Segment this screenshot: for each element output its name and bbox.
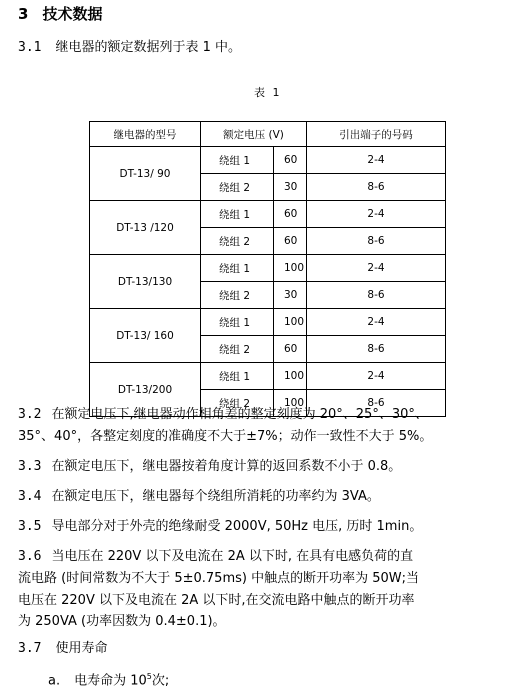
- section-title: 技术数据: [42, 5, 103, 23]
- para-number: 3.5: [18, 519, 42, 534]
- coil-cell: 绕组 1: [201, 147, 274, 174]
- para-3-4: [18, 485, 380, 509]
- voltage-cell: 30: [274, 282, 307, 309]
- coil-cell: 绕组 2: [201, 390, 274, 417]
- list-item-a: [48, 665, 169, 693]
- table-caption: 表 1: [254, 86, 282, 99]
- para-text: 导电部分对于外壳的绝缘耐受 2000V, 50Hz 电压, 历时 1min。: [51, 519, 423, 534]
- header-type: 继电器的型号: [90, 122, 201, 147]
- para-number: 3.3: [18, 459, 42, 474]
- para-number: 3.7: [18, 641, 42, 656]
- relay-type: DT-13/130: [90, 255, 201, 309]
- para-3-5: [18, 515, 422, 539]
- voltage-cell: 100: [274, 255, 307, 282]
- voltage-cell: 100: [274, 363, 307, 390]
- header-terminal: 引出端子的号码: [307, 122, 446, 147]
- terminal-cell: 8-6: [307, 174, 446, 201]
- para-3-2: [18, 403, 428, 427]
- para-3-6: [18, 545, 413, 569]
- para-3-6-line2: 流电路 (时间常数为不大于 5±0.75ms) 中触点的断开功率为 50W;当: [18, 571, 419, 586]
- ratings-table: [89, 121, 446, 417]
- para-text: 在额定电压下，继电器每个绕组所消耗的功率约为 3VA。: [51, 489, 380, 504]
- para-3-6-line4: 为 250VA (功率因数为 0.4±0.1)。: [18, 614, 226, 629]
- para-3-6-line3: 电压在 220V 以下及电流在 2A 以下时,在交流电路中触点的断开功率: [18, 593, 415, 608]
- table-header-row: [90, 122, 446, 147]
- coil-cell: 绕组 2: [201, 336, 274, 363]
- coil-cell: 绕组 1: [201, 309, 274, 336]
- header-voltage: 额定电压 (V): [201, 122, 307, 147]
- voltage-cell: 60: [274, 228, 307, 255]
- list-label: a.: [48, 673, 61, 689]
- para-number: 3.2: [18, 407, 42, 422]
- table-row: [90, 309, 446, 336]
- terminal-cell: 2-4: [307, 363, 446, 390]
- relay-type: DT-13 /120: [90, 201, 201, 255]
- terminal-cell: 2-4: [307, 255, 446, 282]
- terminal-cell: 2-4: [307, 309, 446, 336]
- para-text: 使用寿命: [55, 641, 108, 656]
- section-heading: [18, 3, 102, 24]
- list-text-end: 次;: [151, 673, 170, 689]
- voltage-cell: 100: [274, 309, 307, 336]
- para-3-1: [18, 36, 241, 60]
- coil-cell: 绕组 1: [201, 255, 274, 282]
- para-3-7: [18, 637, 108, 661]
- relay-type: DT-13/200: [90, 363, 201, 417]
- coil-cell: 绕组 1: [201, 363, 274, 390]
- table-row: [90, 147, 446, 174]
- terminal-cell: 8-6: [307, 228, 446, 255]
- table-row: [90, 255, 446, 282]
- coil-cell: 绕组 1: [201, 201, 274, 228]
- coil-cell: 绕组 2: [201, 282, 274, 309]
- para-3-2-cont: 35°、40°，各整定刻度的准确度不大于±7%；动作一致性不大于 5%。: [18, 429, 433, 444]
- para-number: 3.1: [18, 40, 42, 55]
- para-3-3: [18, 455, 401, 479]
- para-number: 3.4: [18, 489, 42, 504]
- relay-type: DT-13/ 90: [90, 147, 201, 201]
- voltage-cell: 60: [274, 201, 307, 228]
- para-number: 3.6: [18, 549, 42, 564]
- exponent: 5: [146, 672, 152, 681]
- para-text: 在额定电压下，继电器按着角度计算的返回系数不小于 0.8。: [51, 459, 402, 474]
- terminal-cell: 2-4: [307, 201, 446, 228]
- coil-cell: 绕组 2: [201, 228, 274, 255]
- terminal-cell: 8-6: [307, 282, 446, 309]
- para-line: 在额定电压下,继电器动作相角差的整定刻度为 20°、25°、30°、: [51, 407, 428, 422]
- table-row: [90, 363, 446, 390]
- table-row: [90, 201, 446, 228]
- section-number: 3: [18, 5, 29, 23]
- terminal-cell: 8-6: [307, 336, 446, 363]
- voltage-cell: 60: [274, 336, 307, 363]
- relay-type: DT-13/ 160: [90, 309, 201, 363]
- para-line: 当电压在 220V 以下及电流在 2A 以下时, 在具有电感负荷的直: [51, 549, 414, 564]
- para-text: 继电器的额定数据列于表 1 中。: [55, 40, 242, 55]
- voltage-cell: 60: [274, 147, 307, 174]
- list-text: 电寿命为 10: [74, 673, 147, 689]
- voltage-cell: 100: [274, 390, 307, 417]
- terminal-cell: 2-4: [307, 147, 446, 174]
- voltage-cell: 30: [274, 174, 307, 201]
- coil-cell: 绕组 2: [201, 174, 274, 201]
- terminal-cell: 8-6: [307, 390, 446, 417]
